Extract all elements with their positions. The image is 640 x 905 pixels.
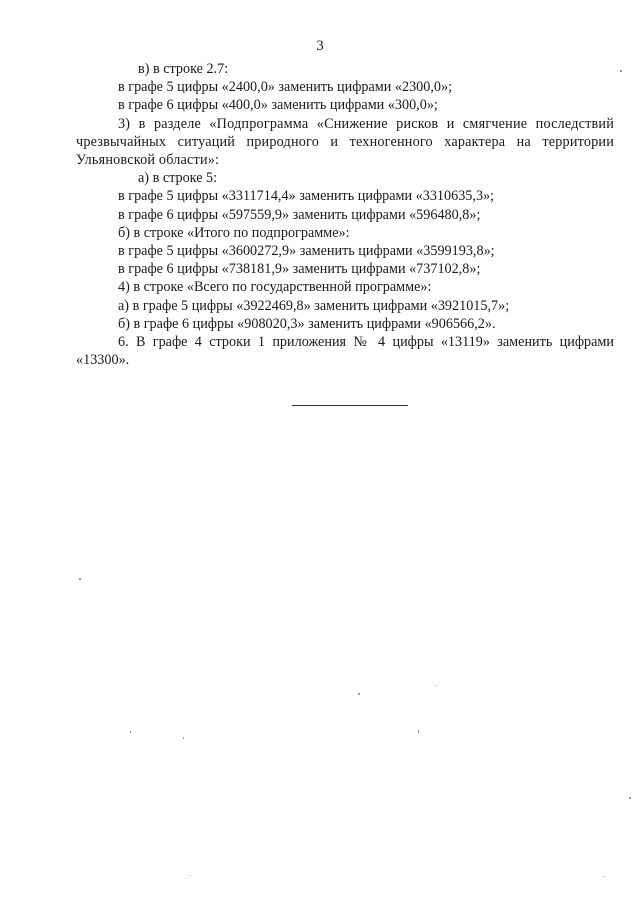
paragraph-total-col5: а) в графе 5 цифры «3922469,8» заменить цифрами «3921015,7»; — [118, 297, 510, 314]
paragraph-section-subprogram: 3) в разделе «Подпрограмма «Снижение рисков и смягчение последствий чрезвычайных ситуаций природного и техногенного характера на территории Ульяновской области»: — [76, 115, 614, 169]
scan-speck — [603, 876, 604, 877]
scan-speck — [629, 797, 631, 799]
paragraph-col5-2400: в графе 5 цифры «2400,0» заменить цифрами «2300,0»; — [118, 79, 453, 96]
scan-speck — [130, 731, 131, 733]
scan-speck — [620, 70, 622, 72]
paragraph-appendix-4: 6. В графе 4 строки 1 приложения № 4 цифры «13119» заменить цифрами «13300». — [76, 334, 614, 369]
paragraph-row5-col6: в графе 6 цифры «597559,9» заменить цифрами «596480,8»; — [118, 206, 481, 223]
scan-speck — [190, 875, 191, 876]
scan-speck — [79, 578, 81, 580]
scan-speck — [358, 693, 360, 695]
scan-speck — [183, 737, 184, 739]
paragraph-total-row: 4) в строке «Всего по государственной программе»: — [118, 279, 432, 296]
page-number: 3 — [316, 38, 324, 54]
paragraph-col6-400: в графе 6 цифры «400,0» заменить цифрами «300,0»; — [118, 97, 438, 114]
paragraph-subtotal-row: б) в строке «Итого по подпрограмме»: — [118, 224, 350, 241]
scan-speck — [418, 730, 419, 733]
paragraph-row5-col5: в графе 5 цифры «3311714,4» заменить цифрами «3310635,3»; — [118, 188, 495, 205]
document-body — [76, 60, 614, 369]
paragraph-total-col6: б) в графе 6 цифры «908020,3» заменить цифрами «906566,2». — [118, 315, 496, 332]
end-separator-line — [292, 405, 408, 406]
paragraph-row-5: а) в строке 5: — [138, 170, 218, 187]
paragraph-row-2-7: в) в строке 2.7: — [138, 61, 229, 77]
paragraph-subtotal-col5: в графе 5 цифры «3600272,9» заменить цифрами «3599193,8»; — [118, 243, 495, 260]
scan-speck — [435, 685, 436, 686]
paragraph-subtotal-col6: в графе 6 цифры «738181,9» заменить цифрами «737102,8»; — [118, 261, 481, 278]
